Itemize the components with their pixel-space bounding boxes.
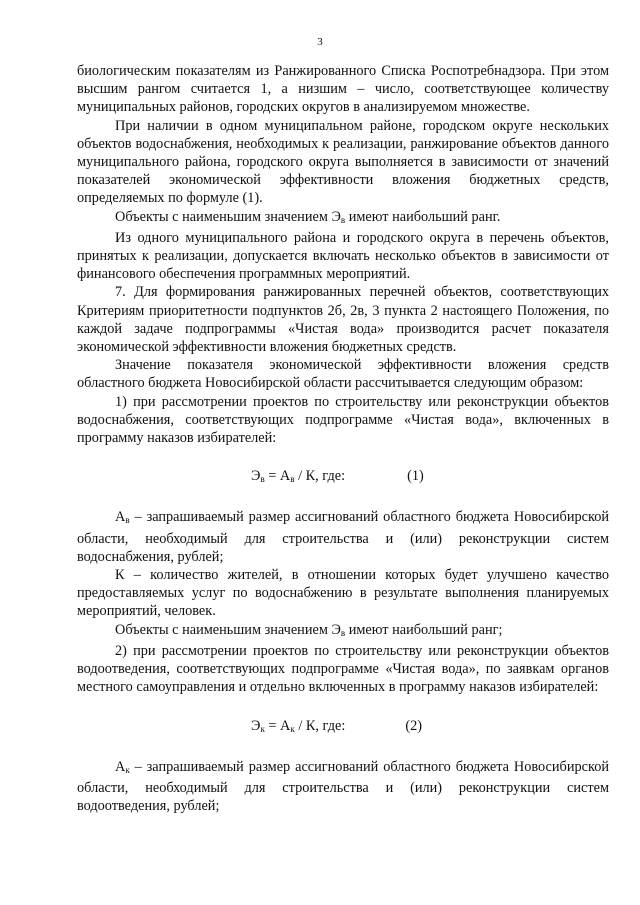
rank-2-before: Объекты с наименьшим значением Э <box>115 621 341 638</box>
paragraph-case-1: 1) при рассмотрении проектов по строительству или реконструкции объектов водоснабжения, соответствующих подпрограмме «Чистая вода», включенных в программу наказов избирателей: <box>77 393 609 447</box>
paragraph-case-2: 2) при рассмотрении проектов по строительству или реконструкции объектов водоотведения, соответствующих подпрограмме «Чистая вода», по заявкам органов местного самоуправления и отдельно включенных в программу наказов избирателей: <box>77 642 609 696</box>
formula-2-rest: / К, где: <box>294 717 346 734</box>
rank-text-after: имеют наибольший ранг. <box>345 208 501 225</box>
definition-1-a-text: – запрашиваемый размер ассигнований областного бюджета Новосибирской области, необходимый для строительства и (или) реконструкции систем водоснабжения, рублей; <box>77 509 609 565</box>
formula-1-rhs-sub: в <box>290 474 295 485</box>
definition-2-a-text: – запрашиваемый размер ассигнований областного бюджета Новосибирской области, необходимый для строительства и (или) реконструкции систем водоотведения, рублей; <box>77 758 609 815</box>
definition-2-a-sub: к <box>125 764 130 775</box>
rank-text-before: Объекты с наименьшим значением Э <box>115 208 341 225</box>
definition-1-a-sub: в <box>125 515 130 526</box>
definition-a-wastewater <box>77 758 609 816</box>
formula-2-number: (2) <box>405 717 422 734</box>
formula-1-eq: = А <box>264 468 291 485</box>
definition-a-water-supply <box>77 508 609 566</box>
paragraph-ranking-continuation: биологическим показателям из Ранжированного Списка Роспотребнадзора. При этом высшим рангом считается 1, а низшим – число, соответствующее количеству муниципальных районов, городских округов в анализируемом множестве. <box>77 63 609 116</box>
formula-2-expression <box>251 717 345 738</box>
paragraph-multiple-objects: При наличии в одном муниципальном районе, городском округе нескольких объектов водоснабжения, необходимых к реализации, ранжирование объектов данного муниципального района, городского округа выполняется в зависимости от значений показателей экономической эффективности вложения бюджетных средств, определяемых по формуле (1). <box>77 117 609 207</box>
formula-2 <box>77 717 609 738</box>
definition-2-a-symbol: А <box>115 758 126 775</box>
paragraph-lowest-value-rank <box>77 208 609 229</box>
page-number: 3 <box>317 36 323 48</box>
formula-2-rhs-sub: к <box>290 723 295 734</box>
rank-subscript: в <box>340 214 346 225</box>
rank-2-after: имеют наибольший ранг; <box>345 621 503 638</box>
document-body <box>77 62 609 815</box>
formula-1-expression <box>251 467 345 488</box>
paragraph-several-objects: Из одного муниципального района и городского округа в перечень объектов, принятых к реализации, допускается включать несколько объектов в зависимости от финансового обеспечения программных мероприятий. <box>77 229 609 283</box>
paragraph-item-7: 7. Для формирования ранжированных перечней объектов, соответствующих Критериям приоритетности подпунктов 2б, 2в, 3 пункта 2 настоящего Положения, по каждой задаче подпрограммы «Чистая вода» производится расчет показателя экономической эффективности вложения бюджетных средств. <box>77 284 609 356</box>
formula-1-rest: / К, где: <box>294 468 346 485</box>
formula-2-lhs-sub: к <box>260 723 265 734</box>
formula-2-lhs: Э <box>251 717 261 734</box>
definition-1-a-symbol: А <box>115 509 126 526</box>
formula-1-number: (1) <box>407 468 424 485</box>
rank-2-sub: в <box>340 627 346 638</box>
formula-1-lhs-sub: в <box>260 474 265 485</box>
paragraph-rank-water-supply <box>77 621 609 642</box>
formula-1-lhs: Э <box>251 468 261 485</box>
formula-1 <box>77 467 609 488</box>
definition-k-residents: К – количество жителей, в отношении которых будет улучшено качество предоставляемых услуг по водоснабжению в результате выполнения планируемых мероприятий, человек. <box>77 567 609 620</box>
paragraph-calculation-intro: Значение показателя экономической эффективности вложения средств областного бюджета Новосибирской области рассчитывается следующим образом: <box>77 357 609 392</box>
formula-2-eq: = А <box>264 717 291 734</box>
